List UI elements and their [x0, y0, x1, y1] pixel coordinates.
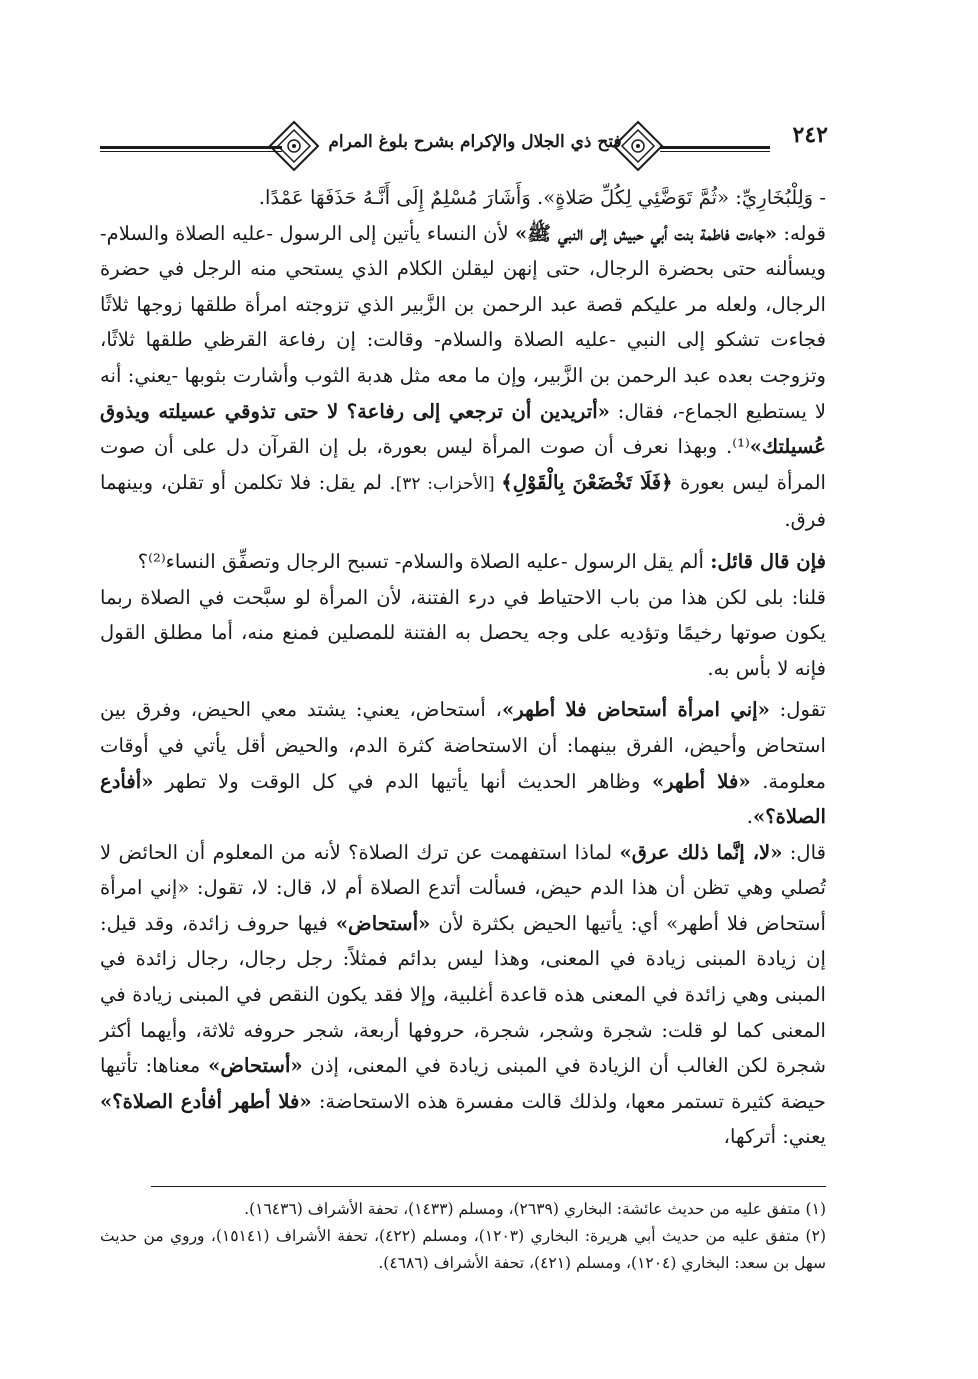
text-run: . لم يقل: فلا تكلمن أو تقلن، وبينهما فرق. [100, 470, 826, 532]
header-rule-left [100, 146, 282, 149]
text-run: تقول: [769, 698, 826, 722]
running-title: فتح ذي الجلال والإكرام بشرح بلوغ المرام [328, 132, 622, 152]
text-run: يعني: أتركها، [723, 1125, 826, 1149]
text-run: لأن النساء يأتين إلى الرسول -عليه الصلاة والسلام- ويسألنه حتى بحضرة الرجال، حتى إنهن ليقلن الكلام الذي يستحي منه الرجل في حضرة الرجال، ولعله مر عليكم قصة عبد الرحمن بن الزَّبير الذي تزوجته امرأة طلقها زوجها ثلاثًا فجاءت تشكو إلى النبي -عليه الصلاة والسلام- وقالت: إن رفاعة القرظي طلقها ثلاثًا، وتزوجت بعده عبد الرحمن بن الزَّبير، وإن ما معه مثل هدبة الثوب وأشارت بثوبها -يعني: أنه لا يستطيع الجماع-، فقال: [100, 221, 826, 423]
paragraph-4 [100, 692, 826, 834]
page-header [100, 118, 828, 174]
text-run: قلنا: بلى لكن هذا من باب الاحتياط في درء الفتنة، لأن المرأة لو سبَّحت في الصلاة ربما يكون صوتها رخيمًا وتؤديه على وجه يحصل به الفتنة للمصلين فمنع منه، أما مطلق القول فإنه لا بأس به. [100, 585, 826, 680]
quran-verse: ﴿فَلَا تَخْضَعْنَ بِالْقَوْلِ﴾ [501, 470, 673, 494]
text-run: . [746, 805, 753, 829]
paragraph-2 [100, 544, 826, 580]
footnote-2: (٢) متفق عليه من حديث أبي هريرة: البخاري (١٢٠٣)، ومسلم (٤٢٢)، تحفة الأشراف (١٥١٤١)، وروي من حديث سهل بن سعد: البخاري (١٢٠٤)، ومسلم (٤٢١)، تحفة الأشراف (٤٦٨٦). [100, 1227, 826, 1272]
header-rule-right-thin [660, 151, 770, 152]
quoted-phrase: «أستحاض» [208, 1054, 303, 1078]
objection-label: فإن قال قائل: [710, 549, 826, 573]
body-text [100, 180, 826, 1155]
quoted-phrase: «فلا أطهر أفأدع الصلاة؟» [100, 1089, 312, 1113]
quoted-phrase: «لا، إنَّما ذلك عرق» [619, 840, 783, 864]
text-run: ألم يقل الرسول -عليه الصلاة والسلام- تسبح الرجال وتصفِّق النساء⁽²⁾؟ [137, 549, 711, 573]
footnote-separator [151, 1186, 826, 1187]
header-rule-right [660, 146, 770, 149]
text-run: لماذا استفهمت عن ترك الصلاة؟ لأنه من المعلوم أن الحائض لا تُصلي وهي تظن أن هذا الدم حيض، فسألت أتدع الصلاة أم لا، قال: لا، تقول: «إني امرأة أستحاض فلا أطهر» أي: يأتيها الحيض بكثرة لأن [100, 840, 826, 935]
text-run: وظاهر الحديث أنها يأتيها الدم في كل الوقت ولا تطهر [153, 769, 652, 793]
footnotes [100, 1196, 826, 1277]
quoted-phrase: «جاءت فاطمة بنت أبي حبيش إلى النبي ﷺ» [515, 221, 778, 245]
text-run: قال: [782, 840, 826, 864]
right-ornament-icon [610, 120, 666, 172]
text-run: قوله: [777, 221, 826, 245]
header-rule-left-thin [100, 151, 282, 152]
paragraph-3 [100, 580, 826, 687]
page-number: ٢٤٢ [792, 122, 828, 148]
quoted-phrase: «أفأدع الصلاة؟» [100, 769, 826, 829]
quoted-phrase: «أتريدين أن ترجعي إلى رفاعة؟ لا حتى تذوقي عسيلته ويذوق عُسيلتك» [100, 399, 826, 459]
quoted-phrase: «فلا أطهر» [651, 769, 751, 793]
paragraph-5 [100, 835, 826, 1155]
quoted-phrase: «إني امرأة أستحاض فلا أطهر» [502, 698, 770, 722]
text-run: معناها: تأتيها حيضة كثيرة تستمر معها، ولذلك قالت مفسرة هذه الاستحاضة: [100, 1054, 826, 1113]
footnote-1: (١) متفق عليه من حديث عائشة: البخاري (٢٦٣٩)، ومسلم (١٤٣٣)، تحفة الأشراف (١٦٤٣٦). [244, 1200, 826, 1218]
hadith-text: - وَلِلْبُخَارِيِّ: «ثُمَّ تَوَضَّئِي لِكُلِّ صَلاةٍ». وَأَشَارَ مُسْلِمٌ إِلَى أَنَّـهُ حَذَفَهَا عَمْدًا. [258, 186, 826, 209]
text-run: فيها حروف زائدة، وقد قيل: إن زيادة المبنى زيادة في المعنى، وهذا ليس بدائم فمثلاً: رجل رجال، رجال زائدة في المبنى وهي زائدة في المعنى هذه قاعدة أغلبية، وإلا فقد يكون النقص في المبنى زيادة في المعنى كما لو قلت: شجرة وشجر، شجرة، حروفها أربعة، شجر حروفه ثلاثة، وأيهما أكثر شجرة لكن الغالب أن الزيادة في المبنى زيادة في المعنى، إذن [100, 911, 826, 1078]
left-ornament-icon [266, 120, 322, 172]
paragraph-1 [100, 216, 826, 538]
text-run: ، أستحاض، يعني: يشتد معي الحيض، وفرق بين استحاض وأحيض، الفرق بينهما: أن الاستحاضة كثرة الدم، والحيض أقل يأتي في أوقات معلومة. [100, 698, 826, 793]
quoted-phrase: «أستحاض» [335, 911, 431, 935]
verse-reference: [الأحزاب: ٣٢] [395, 473, 502, 494]
hadith-line [100, 180, 826, 216]
text-run: ⁽¹⁾. وبهذا نعرف أن صوت المرأة ليس بعورة، بل إن القرآن دل على أن صوت المرأة ليس بعورة [100, 435, 826, 494]
